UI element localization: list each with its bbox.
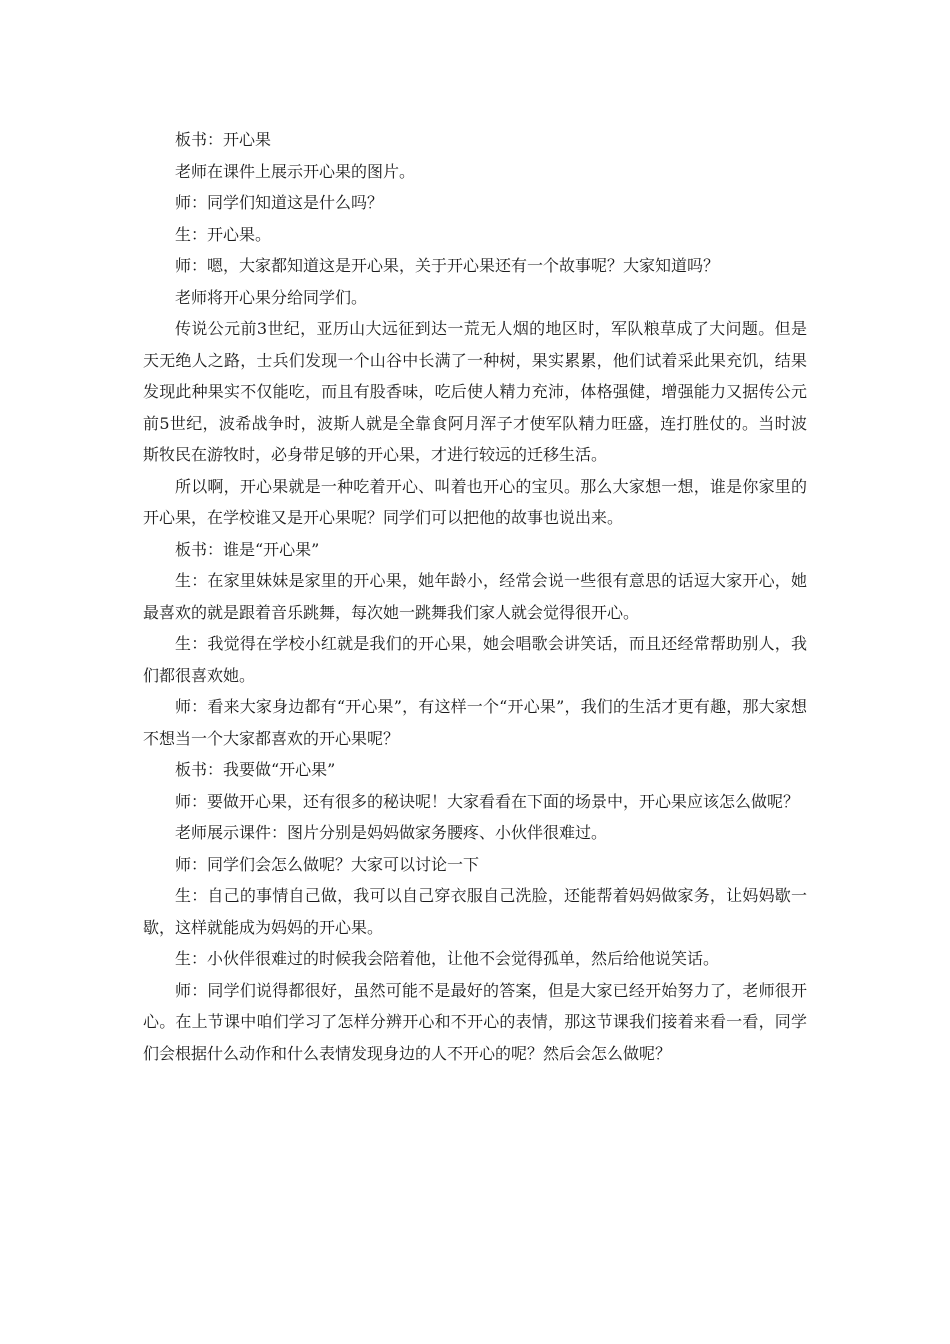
paragraph-teacher-secrets: 师：要做开心果，还有很多的秘诀呢！大家看看在下面的场景中，开心果应该怎么做呢？ xyxy=(175,791,800,811)
paragraph-teacher-story-intro: 师：嗯，大家都知道这是开心果，关于开心果还有一个故事呢？大家知道吗？ xyxy=(175,256,720,275)
paragraph-teacher-shows-slides: 老师展示课件：图片分别是妈妈做家务腰疼、小伙伴很难过。 xyxy=(175,823,608,842)
paragraph-student-answer: 生：开心果。 xyxy=(175,224,272,244)
paragraph-teacher-closing: 师：同学们说得都很好，虽然可能不是最好的答案，但是大家已经开始努力了，老师很开心。在上节课中咱们学习了怎样分辨开心和不开心的表情，那这节课我们接着来看一看，同学们会根据什么动作和什么表情发现身边的人不开心的呢？然后会怎么做呢？ xyxy=(143,980,807,1063)
document-body xyxy=(143,124,807,1069)
paragraph-teacher-question: 师：同学们知道这是什么吗？ xyxy=(175,193,384,212)
paragraph-who-is-happy-nut: 所以啊，开心果就是一种吃着开心、叫着也开心的宝贝。那么大家想一想，谁是你家里的开心果，在学校谁又是开心果呢？同学们可以把他的故事也说出来。 xyxy=(143,476,807,527)
paragraph-student-sister: 生：在家里妹妹是家里的开心果，她年龄小，经常会说一些很有意思的话逗大家开心，她最喜欢的就是跟着音乐跳舞，每次她一跳舞我们家人就会觉得很开心。 xyxy=(143,571,807,622)
paragraph-student-housework: 生：自己的事情自己做，我可以自己穿衣服自己洗脸，还能帮着妈妈做家务，让妈妈歇一歇，这样就能成为妈妈的开心果。 xyxy=(143,886,807,937)
paragraph-board-note-who: 板书：谁是“开心果” xyxy=(175,539,320,559)
paragraph-teacher-discuss: 师：同学们会怎么做呢？大家可以讨论一下 xyxy=(175,854,480,874)
paragraph-teacher-distributes: 老师将开心果分给同学们。 xyxy=(175,287,368,307)
paragraph-student-xiaohong: 生：我觉得在学校小红就是我们的开心果，她会唱歌会讲笑话，而且还经常帮助别人，我们都很喜欢她。 xyxy=(143,634,807,685)
paragraph-student-friend: 生：小伙伴很难过的时候我会陪着他，让他不会觉得孤单，然后给他说笑话。 xyxy=(175,949,720,968)
paragraph-legend: 传说公元前3世纪，亚历山大远征到达一荒无人烟的地区时，军队粮草成了大问题。但是天无绝人之路，士兵们发现一个山谷中长满了一种树，果实累累，他们试着采此果充饥，结果发现此种果实不仅能吃，而且有股香味，吃后使人精力充沛，体格强健，增强能力又据传公元前5世纪，波希战争时，波斯人就是全靠食阿月浑子才使军队精力旺盛，连打胜仗的。当时波斯牧民在游牧时，必身带足够的开心果，才进行较远的迁移生活。 xyxy=(143,319,807,464)
paragraph-teacher-summary: 师：看来大家身边都有“开心果”，有这样一个“开心果”，我们的生活才更有趣，那大家想不想当一个大家都喜欢的开心果呢？ xyxy=(143,697,807,748)
paragraph-board-note-happy-nut: 板书：开心果 xyxy=(175,130,272,149)
paragraph-teacher-shows-picture: 老师在课件上展示开心果的图片。 xyxy=(175,161,416,181)
paragraph-board-note-want-to-be: 板书：我要做“开心果” xyxy=(175,760,336,779)
